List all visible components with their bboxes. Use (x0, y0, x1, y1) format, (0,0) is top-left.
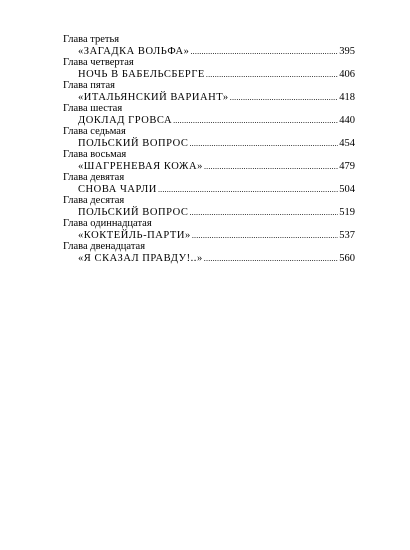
page-number: 560 (339, 252, 355, 264)
dot-leader (190, 46, 338, 58)
dot-leader (158, 184, 338, 196)
dot-leader (206, 69, 338, 81)
toc-row (63, 161, 355, 173)
chapter-title: «ЗАГАДКА ВОЛЬФА» (78, 45, 190, 57)
chapter-label: Глава девятая (63, 172, 125, 183)
table-of-contents (63, 34, 355, 264)
toc-row (63, 230, 355, 242)
toc-entry (63, 195, 355, 218)
chapter-title: «ШАГРЕНЕВАЯ КОЖА» (78, 160, 203, 172)
chapter-label: Глава десятая (63, 195, 125, 206)
chapter-label: Глава шестая (63, 103, 123, 114)
dot-leader (230, 92, 339, 104)
toc-entry (63, 218, 355, 241)
chapter-label: Глава одиннадцатая (63, 218, 152, 229)
toc-entry (63, 80, 355, 103)
toc-entry (63, 172, 355, 195)
page-number: 504 (339, 183, 355, 195)
toc-row (63, 46, 355, 58)
chapter-title: ПОЛЬСКИЙ ВОПРОС (78, 206, 189, 218)
chapter-label: Глава третья (63, 34, 120, 45)
dot-leader (204, 253, 338, 265)
toc-entry (63, 126, 355, 149)
page-number: 454 (339, 137, 355, 149)
toc-entry (63, 149, 355, 172)
chapter-title: «КОКТЕЙЛЬ-ПАРТИ» (78, 229, 191, 241)
page-number: 537 (339, 229, 355, 241)
page-number: 440 (339, 114, 355, 126)
toc-entry (63, 34, 355, 57)
toc-row (63, 184, 355, 196)
chapter-label: Глава седьмая (63, 126, 126, 137)
chapter-title: «ИТАЛЬЯНСКИЙ ВАРИАНТ» (78, 91, 229, 103)
chapter-title: «Я СКАЗАЛ ПРАВДУ!..» (78, 252, 203, 264)
chapter-title: СНОВА ЧАРЛИ (78, 183, 157, 195)
chapter-title: ДОКЛАД ГРОВСА (78, 114, 173, 126)
toc-row (63, 69, 355, 81)
chapter-title: НОЧЬ В БАБЕЛЬСБЕРГЕ (78, 68, 205, 80)
dot-leader (204, 161, 338, 173)
page-number: 395 (339, 45, 355, 57)
toc-entry (63, 241, 355, 264)
toc-row (63, 92, 355, 104)
chapter-label: Глава пятая (63, 80, 115, 91)
chapter-label: Глава восьмая (63, 149, 127, 160)
page-number: 519 (339, 206, 355, 218)
chapter-label: Глава четвертая (63, 57, 134, 68)
toc-entry (63, 57, 355, 80)
toc-row (63, 138, 355, 150)
chapter-title: ПОЛЬСКИЙ ВОПРОС (78, 137, 189, 149)
dot-leader (189, 138, 338, 150)
toc-entry (63, 103, 355, 126)
page-number: 418 (339, 91, 355, 103)
toc-row (63, 253, 355, 265)
toc-row (63, 115, 355, 127)
dot-leader (189, 207, 338, 219)
dot-leader (192, 230, 338, 242)
page-number: 406 (339, 68, 355, 80)
page-number: 479 (339, 160, 355, 172)
chapter-label: Глава двенадцатая (63, 241, 146, 252)
dot-leader (173, 115, 338, 127)
toc-row (63, 207, 355, 219)
